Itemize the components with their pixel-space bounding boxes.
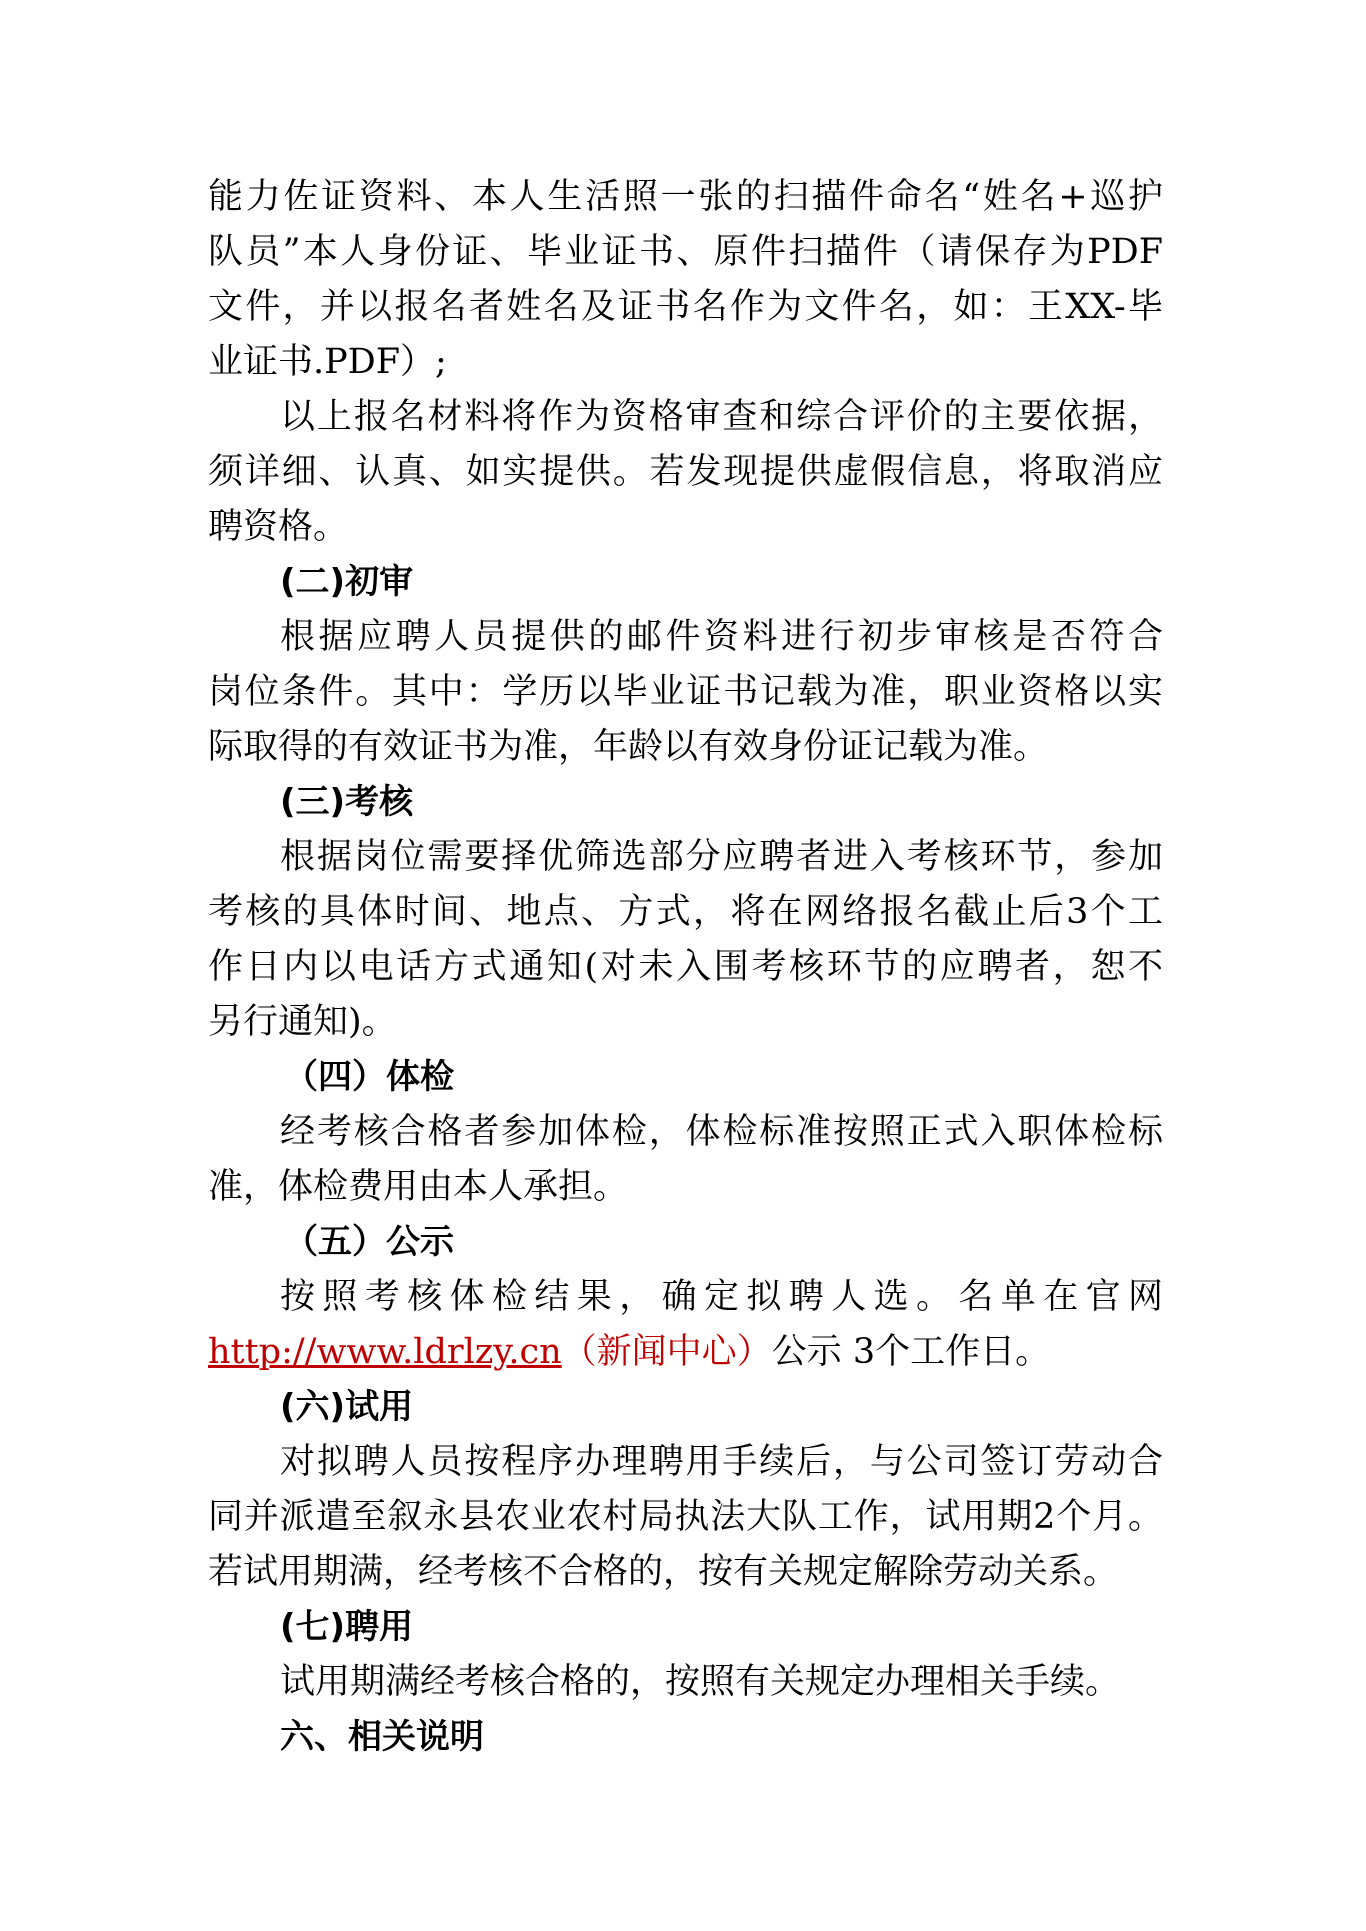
materials-paragraph: [208, 170, 1163, 390]
materials-basis-paragraph: [208, 390, 1163, 555]
text-line: 若试用期满，经考核不合格的，按有关规定解除劳动关系。: [208, 1552, 1119, 1592]
section-heading-notes: 六、相关说明: [280, 1717, 484, 1757]
text-line: 经考核合格者参加体检，体检标准按照正式入职体检标: [280, 1112, 1163, 1152]
physical-exam-paragraph: [208, 1105, 1163, 1215]
text-line: 文件，并以报名者姓名及证书名作为文件名，如：王XX-毕: [208, 287, 1163, 327]
publicity-tail: 公示 3个工作日。: [771, 1332, 1051, 1372]
text-line: 际取得的有效证书为准，年龄以有效身份证记载为准。: [208, 727, 1049, 767]
section-heading-employment: (七)聘用: [280, 1607, 414, 1647]
document-page: [208, 170, 1163, 1765]
text-line: 根据岗位需要择优筛选部分应聘者进入考核环节，参加: [280, 837, 1163, 877]
text-line: 能力佐证资料、本人生活照一张的扫描件命名“姓名+巡护: [208, 177, 1163, 217]
text-line: 聘资格。: [208, 507, 349, 547]
website-link[interactable]: http://www.ldrlzy.cn: [208, 1332, 562, 1372]
employment-paragraph: [208, 1655, 1163, 1710]
text-line-with-link: [208, 1325, 1163, 1380]
text-line: 业证书.PDF）;: [208, 342, 447, 382]
text-line: 试用期满经考核合格的，按照有关规定办理相关手续。: [280, 1662, 1121, 1702]
text-line: 作日内以电话方式通知(对未入围考核环节的应聘者，恕不: [208, 947, 1163, 987]
section-heading-publicity: （五）公示: [284, 1222, 454, 1262]
text-line: 另行通知)。: [208, 1002, 397, 1042]
text-line: 考核的具体时间、地点、方式，将在网络报名截止后3个工: [208, 892, 1163, 932]
text-line: 同并派遣至叙永县农业农村局执法大队工作，试用期2个月。: [208, 1497, 1163, 1537]
text-line: 队员”本人身份证、毕业证书、原件扫描件（请保存为PDF: [208, 232, 1163, 272]
link-suffix: （新闻中心）: [561, 1332, 772, 1372]
text-line: 准，体检费用由本人承担。: [208, 1167, 629, 1207]
text-line: 按照考核体检结果，确定拟聘人选。名单在官网: [280, 1277, 1163, 1317]
assessment-paragraph: [208, 830, 1163, 1050]
text-line: 以上报名材料将作为资格审查和综合评价的主要依据，: [280, 397, 1163, 437]
section-heading-assessment: (三)考核: [280, 782, 414, 822]
text-line: 对拟聘人员按程序办理聘用手续后，与公司签订劳动合: [280, 1442, 1163, 1482]
text-line: 须详细、认真、如实提供。若发现提供虚假信息，将取消应: [208, 452, 1163, 492]
text-line: 岗位条件。其中：学历以毕业证书记载为准，职业资格以实: [208, 672, 1163, 712]
section-heading-physical-exam: （四）体检: [284, 1057, 454, 1097]
initial-review-paragraph: [208, 610, 1163, 775]
publicity-paragraph: [208, 1270, 1163, 1380]
section-heading-probation: (六)试用: [280, 1387, 414, 1427]
text-line: 根据应聘人员提供的邮件资料进行初步审核是否符合: [280, 617, 1163, 657]
section-heading-initial-review: (二)初审: [280, 562, 414, 602]
probation-paragraph: [208, 1435, 1163, 1600]
